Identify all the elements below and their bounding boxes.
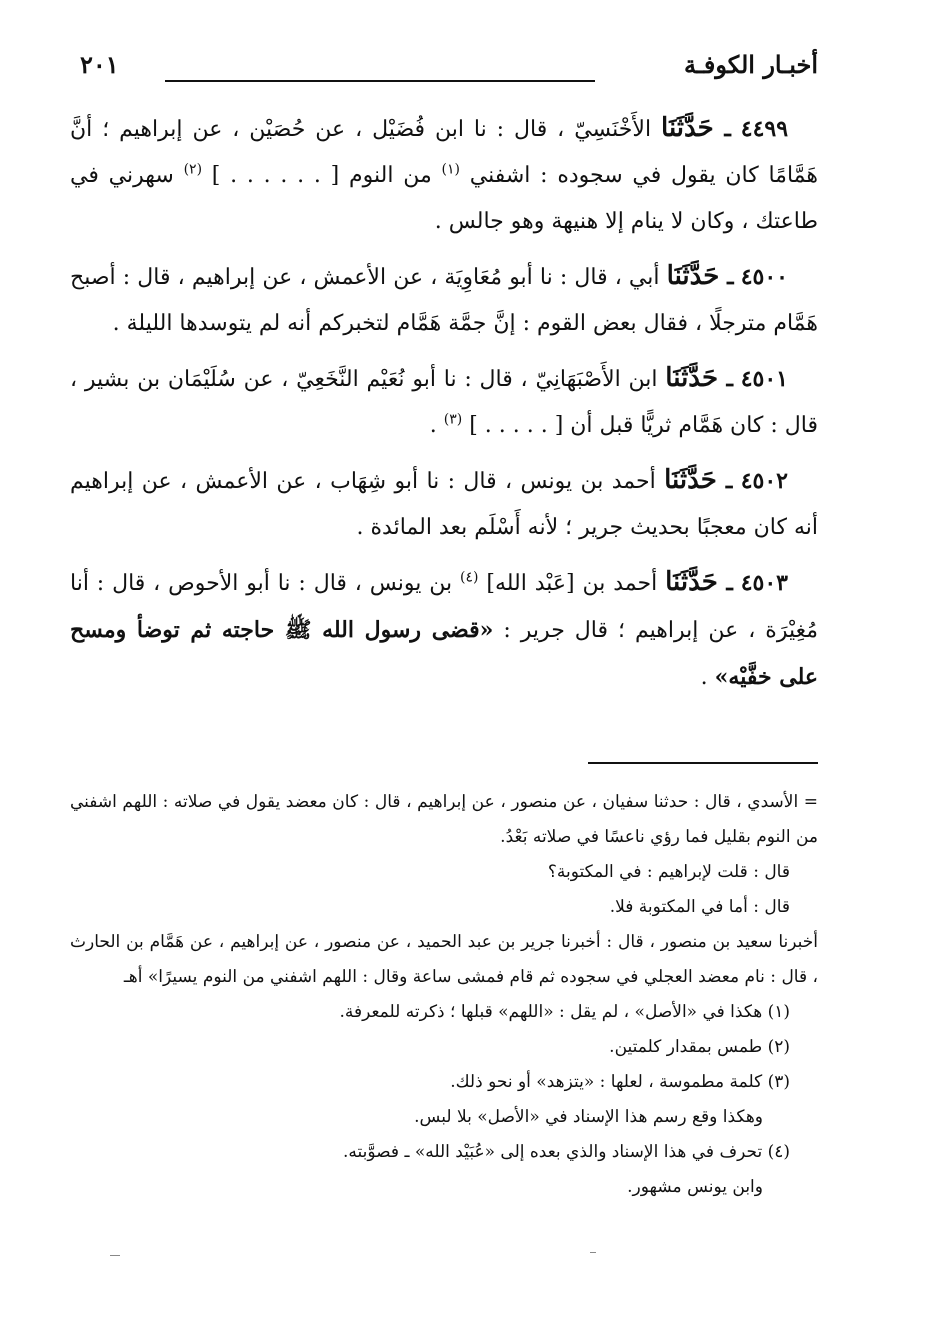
entry-text: سهرني في طاعتك ، وكان لا ينام إلا هنيهة وهو جالس . (70, 163, 818, 234)
header-rule (165, 80, 595, 82)
entry-text: بن يونس ، قال : نا أبو الأحوص ، قال : أنا مُغِيْرَة ، عن إبراهيم ؛ قال جرير : (70, 571, 818, 643)
page-number: ٢٠١ (80, 50, 119, 79)
footnote-note: (١) هكذا في «الأصل» ، لم يقل : «اللهم» قبلها ؛ ذكرته للمعرفة. (339, 1002, 790, 1022)
main-text (70, 105, 818, 709)
scan-mark (590, 1252, 596, 1253)
haddathana: حَدَّثَنَا (665, 363, 719, 393)
entry-number: ٤٥٠٠ (740, 264, 788, 290)
entry-4501: ٤٥٠١ ـ حَدَّثَنَا ابن الأَصْبَهَانِيّ ، قال : نا أبو نُعَيْم النَّخَعِيّ ، عن سُلَيْمَان بن بشير ، قال : كان هَمَّام ثريًّا قبل أن [ . . . . . ] $^{(٣)}$ . (70, 363, 818, 438)
footnote-continuation: = الأسدي ، قال : حدثنا سفيان ، عن منصور ، عن إبراهيم ، قال : كان معضد يقول في صلاته : اللهم اشفني من النوم بقليل فما رؤي ناعسًا في صلاته بَعْدُ. (70, 792, 819, 847)
footnote-continuation: أخبرنا سعيد بن منصور ، قال : أخبرنا جرير بن عبد الحميد ، عن منصور ، عن إبراهيم ، عن هَمَّام بن الحارث ، قال : نام معضد العجلي في سجوده ثم قام فمشى ساعة وقال : اللهم اشفني من النوم يسيرًا» أهـ (70, 932, 818, 987)
footnote-note: وابن يونس مشهور. (627, 1177, 763, 1197)
entry-4502: ٤٥٠٢ ـ حَدَّثَنَا أحمد بن يونس ، قال : نا أبو شِهَاب ، عن الأعمش ، عن إبراهيم أنه كان معجبًا بحديث جرير ؛ لأنه أَسْلَم بعد المائدة . (70, 465, 818, 540)
footnote-continuation: قال : قلت لإبراهيم : في المكتوبة؟ (547, 862, 790, 882)
entry-number: ٤٥٠٣ (740, 570, 788, 596)
entry-4499: ٤٤٩٩ ـ حَدَّثَنَا الأَخْنَسِيّ ، قال : نا ابن فُضَيْل ، عن حُصَيْن ، عن إبراهيم ؛ أنَّ هَمَّامًا كان يقول في سجوده : اشفني $^{(١)}$ من النوم [ . . . . . . ] $^{(٢)}$ سهرني في طاعتك ، وكان لا ينام إلا هنيهة وهو جالس . (70, 113, 818, 234)
page-header (70, 48, 818, 98)
entry-number: ٤٥٠٢ (740, 468, 788, 494)
haddathana: حَدَّثَنَا (661, 113, 714, 143)
entry-number: ٤٥٠١ (740, 366, 788, 392)
entry-text: أبي ، قال : نا أبو مُعَاوِيَة ، عن الأعمش ، عن إبراهيم ، قال : أصبح هَمَّام مترجلًا ، فقال بعض القوم : إنَّ جمَّة هَمَّام لتخبركم أنه لم يتوسدها الليلة . (70, 265, 818, 336)
entry-number: ٤٤٩٩ (740, 116, 789, 142)
footnote-mark: (٣) (443, 411, 463, 428)
entry-4500: ٤٥٠٠ ـ حَدَّثَنَا أبي ، قال : نا أبو مُعَاوِيَة ، عن الأعمش ، عن إبراهيم ، قال : أصبح هَمَّام مترجلًا ، فقال بعض القوم : إنَّ جمَّة هَمَّام لتخبركم أنه لم يتوسدها الليلة . (70, 261, 818, 336)
haddathana: حَدَّثَنَا (664, 465, 717, 495)
hadith-quote: «قضى رسول الله ﷺ حاجته ثم توضأ ومسح على خفَّيْه» (70, 617, 818, 690)
footnote-continuation: قال : أما في المكتوبة فلا. (609, 897, 790, 917)
entry-text: . (429, 413, 437, 438)
footnote-note: (٣) كلمة مطموسة ، لعلها : «يتزهد» أو نحو ذلك. (450, 1072, 790, 1092)
footnotes (70, 785, 818, 1205)
haddathana: حَدَّثَنَا (665, 567, 718, 597)
footnote-note: (٢) طمس بمقدار كلمتين. (609, 1037, 790, 1057)
footnote-mark: (١) (441, 161, 460, 178)
running-title: أخبـار الكوفـة (683, 50, 818, 79)
entry-text: . (700, 665, 708, 690)
footnote-mark: (٤) (460, 569, 479, 586)
haddathana: حَدَّثَنَا (666, 261, 720, 291)
entry-text: أحمد بن يونس ، قال : نا أبو شِهَاب ، عن الأعمش ، عن إبراهيم أنه كان معجبًا بحديث جرير ؛ لأنه أَسْلَم بعد المائدة . (70, 469, 818, 540)
scan-mark (110, 1255, 120, 1256)
footnote-note: (٤) تحرف في هذا الإسناد والذي بعده إلى «عُبَيْد الله» ـ فصوَّبته. (343, 1142, 790, 1162)
footnote-separator (588, 762, 818, 764)
footnote-mark: (٢) (183, 161, 203, 178)
entry-text: ابن الأَصْبَهَانِيّ ، قال : نا أبو نُعَيْم النَّخَعِيّ ، عن سُلَيْمَان بن بشير ، قال : كان هَمَّام ثريًّا قبل أن [ . . . . . ] (70, 367, 818, 438)
entry-4503: ٤٥٠٣ ـ حَدَّثَنَا أحمد بن [عَبْد الله] $^{(٤)}$ بن يونس ، قال : نا أبو الأحوص ، قال : أنا مُغِيْرَة ، عن إبراهيم ؛ قال جرير : «قضى رسول الله ﷺ حاجته ثم توضأ ومسح على خفَّيْه» . (70, 567, 818, 690)
entry-text: من النوم [ . . . . . . ] (211, 163, 432, 188)
footnote-note: وهكذا وقع رسم هذا الإسناد في «الأصل» بلا لبس. (414, 1107, 763, 1127)
book-page (70, 40, 818, 1310)
entry-text: الأَخْنَسِيّ ، قال : نا ابن فُضَيْل ، عن حُصَيْن ، عن إبراهيم ؛ أنَّ هَمَّامًا كان يقول في سجوده : اشفني (70, 117, 818, 188)
entry-text: أحمد بن [عَبْد الله] (486, 571, 658, 596)
